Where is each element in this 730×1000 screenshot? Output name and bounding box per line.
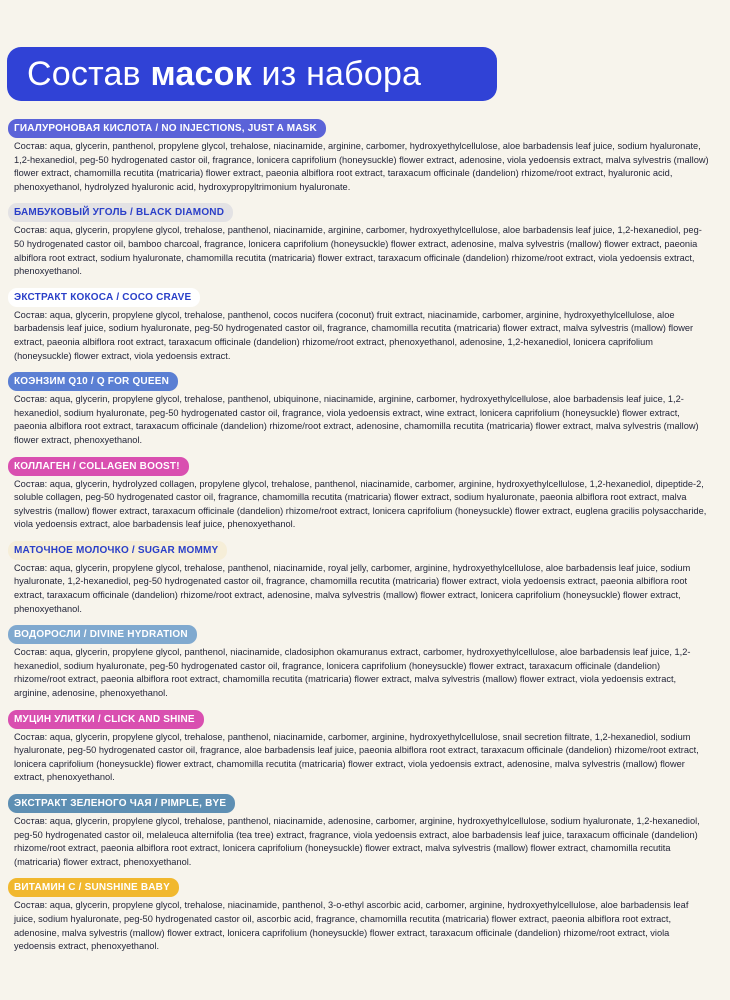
ingredients-text: Состав: aqua, glycerin, propylene glycol, trehalose, panthenol, niacinamide, royal jelly, carbomer, arginine, hydroxyethylcellulose, aloe barbadensis leaf juice, sodium hyaluronate, 1,2-hexanediol, peg-50 hydrogenated castor oil, fragrance, chamomilla recutita (matricaria) flower extract, viola yedoensis extract, paeonia albiflora root extract, taraxacum officinale (dandelion) rhizome/root extract, adenosine, malva sylvestris (mallow) flower extract, lonicera caprifolium (honeysuckle) flower extract, phenoxyethanol. <box>14 562 691 614</box>
mask-section-vitamin-c <box>8 877 712 953</box>
mask-section-bamboo-charcoal <box>8 202 712 278</box>
mask-section-coenzyme-q10 <box>8 371 712 447</box>
section-label: ЭКСТРАКТ ЗЕЛЕНОГО ЧАЯ / PIMPLE, BYE <box>8 794 235 813</box>
section-label: МУЦИН УЛИТКИ / CLICK AND SHINE <box>8 710 204 729</box>
title-part-1: Состав <box>27 54 151 93</box>
section-label: ЭКСТРАКТ КОКОСА / COCO CRAVE <box>8 288 200 307</box>
ingredients-text: Состав: aqua, glycerin, propylene glycol, trehalose, panthenol, cocos nucifera (coconut) fruit extract, niacinamide, carbomer, arginine, hydroxyethylcellulose, aloe barbadensis leaf juice, sodium hyaluronate, peg-50 hydrogenated castor oil, fragrance, chamomilla recutita (matricaria) flower extract, malva sylvestris (mallow) flower extract, paeonia albiflora root extract, taraxacum officinale (dandelion) rhizome/root extract, phenoxyethanol, adenosine, 1,2-hexanediol, lonicera caprifolium (honeysuckle) flower extract, viola yedoensis extract. <box>14 309 694 361</box>
section-label: ВОДОРОСЛИ / DIVINE HYDRATION <box>8 625 197 644</box>
mask-section-royal-jelly <box>8 540 712 616</box>
section-label: ГИАЛУРОНОВАЯ КИСЛОТА / NO INJECTIONS, JUST A MASK <box>8 119 326 138</box>
ingredients-text: Состав: aqua, glycerin, propylene glycol, trehalose, panthenol, niacinamide, arginine, carbomer, hydroxyethylcellulose, aloe barbadensis leaf juice, 1,2-hexanediol, peg-50 hydrogenated castor oil, bamboo charcoal, fragrance, lonicera caprifolium (honeysuckle) flower extract, adenosine, malva sylvestris (mallow) flower extract, paeonia albiflora root extract, sodium hyaluronate, chamomilla recutita (matricaria) flower extract, taraxacum officinale (dandelion) rhizome/root extract, viola yedoensis extract, phenoxyethanol. <box>14 225 702 277</box>
section-label: МАТОЧНОЕ МОЛОЧКО / SUGAR MOMMY <box>8 541 227 560</box>
ingredients-text: Состав: aqua, glycerin, propylene glycol, trehalose, panthenol, ubiquinone, niacinamide, arginine, carbomer, hydroxyethylcellulose, aloe barbadensis leaf juice, 1,2-hexanediol, sodium hyaluronate, peg-50 hydrogenated castor oil, fragrance, viola yedoensis extract, wine extract, lonicera caprifolium (honeysuckle) flower extract, paeonia albiflora root extract, taraxacum officinale (dandelion) rhizome/root extract, adenosine, chamomilla recutita (matricaria) flower extract, malva sylvestris (mallow) flower extract, phenoxyethanol. <box>14 394 699 445</box>
title-part-bold: масок <box>150 54 252 93</box>
ingredients-text: Состав: aqua, glycerin, propylene glycol, trehalose, panthenol, niacinamide, carbomer, arginine, hydroxyethylcellulose, snail secretion filtrate, 1,2-hexanediol, sodium hyaluronate, peg-50 hydrogenated castor oil, fragrance, aloe barbadensis leaf juice, paeonia albiflora root extract, taraxacum officinale (dandelion) rhizome/root extract, lonicera caprifolium (honeysuckle) flower extract, chamomilla recutita (matricaria) flower extract, viola yedoensis extract, adenosine, malva sylvestris (mallow) flower extract, phenoxyethanol. <box>14 731 699 783</box>
section-label: КОЭНЗИМ Q10 / Q FOR QUEEN <box>8 372 178 391</box>
mask-section-seaweed <box>8 624 712 700</box>
section-label: ВИТАМИН С / SUNSHINE BABY <box>8 878 179 897</box>
mask-section-coconut <box>8 287 712 363</box>
title-part-2: из набора <box>251 54 422 93</box>
ingredients-text: Состав: aqua, glycerin, hydrolyzed collagen, propylene glycol, trehalose, panthenol, niacinamide, carbomer, arginine, hydroxyethylcellulose, 1,2-hexanediol, dipeptide-2, soluble collagen, peg-50 hydrogenated castor oil, fragrance, chamomilla recutita (matricaria) flower extract, sodium hyaluronate, paeonia albiflora root extract, malva sylvestris (mallow) flower extract, taraxacum officinale (dandelion) rhizome/root extract, lonicera caprifolium (honeysuckle) flower extract, euglena gracilis polysaccharide, viola yedoensis extract, aloe barbadensis leaf juice, phenoxyethanol. <box>14 478 707 530</box>
ingredients-list <box>8 118 712 962</box>
ingredients-text: Состав: aqua, glycerin, panthenol, propylene glycol, trehalose, niacinamide, arginine, carbomer, hydroxyethylcellulose, aloe barbadensis leaf juice, sodium hyaluronate, 1,2-hexanediol, peg-50 hydrogenated castor oil, fragrance, lonicera caprifolium (honeysuckle) flower extract, adenosine, viola yedoensis extract, malva sylvestris (mallow) flower extract, chamomilla recutita (matricaria) flower extract, paeonia albiflora root extract, taraxacum officinale (dandelion) rhizome/root extract, hyaluronic acid, phenoxyethanol, hydrolyzed hyaluronic acid, hydroxypropyltrimonium hyaluronate. <box>14 141 709 192</box>
ingredients-text: Состав: aqua, glycerin, propylene glycol, trehalose, niacinamide, panthenol, 3-o-ethyl ascorbic acid, carbomer, arginine, hydroxyethylcellulose, aloe barbadensis leaf juice, sodium hyaluronate, peg-50 hydrogenated castor oil, ascorbic acid, fragrance, chamomilla recutita (matricaria) flower extract, paeonia albiflora root extract, adenosine, malva sylvestris (mallow) flower extract, lonicera caprifolium (honeysuckle) flower extract, taraxacum officinale (dandelion) rhizome/root extract, viola yedoensis extract, phenoxyethanol. <box>14 900 689 952</box>
ingredients-text: Состав: aqua, glycerin, propylene glycol, trehalose, panthenol, niacinamide, adenosine, carbomer, arginine, hydroxyethylcellulose, sodium hyaluronate, 1,2-hexanediol, peg-50 hydrogenated castor oil, melaleuca alternifolia (tea tree) extract, fragrance, viola yedoensis extract, aloe barbadensis leaf juice, taraxacum officinale (dandelion) rhizome/root extract, paeonia albiflora root extract, lonicera caprifolium (honeysuckle) flower extract, malva sylvestris (mallow) flower extract, chamomilla recutita (matricaria) flower extract, phenoxyethanol. <box>14 816 700 867</box>
mask-section-snail-mucin <box>8 709 712 785</box>
page-title <box>7 47 497 101</box>
section-label: КОЛЛАГЕН / COLLAGEN BOOST! <box>8 457 189 476</box>
ingredients-text: Состав: aqua, glycerin, propylene glycol, panthenol, niacinamide, cladosiphon okamuranus extract, carbomer, hydroxyethylcellulose, aloe barbadensis leaf juice, 1,2-hexanediol, sodium hyaluronate, peg-50 hydrogenated castor oil, fragrance, lonicera caprifolium (honeysuckle) flower extract, taraxacum officinale (dandelion) rhizome/root extract, paeonia albiflora root extract, chamomilla recutita (matricaria) flower extract, malva sylvestris (mallow) flower extract, viola yedoensis extract, arginine, adenosine, phenoxyethanol. <box>14 647 691 699</box>
mask-section-green-tea <box>8 793 712 869</box>
mask-section-hyaluronic <box>8 118 712 194</box>
mask-section-collagen <box>8 456 712 532</box>
section-label: БАМБУКОВЫЙ УГОЛЬ / BLACK DIAMOND <box>8 203 233 222</box>
